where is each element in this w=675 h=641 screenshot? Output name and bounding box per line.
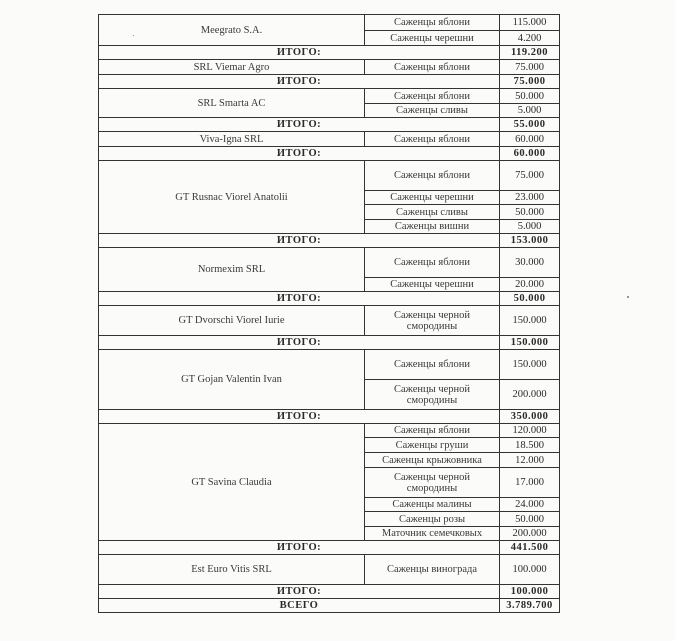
product-cell: Саженцы яблони: [365, 132, 500, 147]
subtotal-value: 60.000: [500, 147, 560, 161]
product-cell: Саженцы черной смородины: [365, 380, 500, 410]
subtotal-label: ИТОГО:: [99, 75, 500, 89]
grand-total-value: 3.789.700: [500, 599, 560, 613]
quantity-cell: 60.000: [500, 132, 560, 147]
subtotal-row: [99, 292, 560, 306]
subtotal-row: [99, 541, 560, 555]
quantity-cell: 50.000: [500, 89, 560, 104]
quantity-cell: 5.000: [500, 220, 560, 234]
subtotal-label: ИТОГО:: [99, 118, 500, 132]
product-cell: Саженцы черной смородины: [365, 468, 500, 498]
subtotal-label: ИТОГО:: [99, 46, 500, 60]
item-row: [99, 306, 560, 336]
subtotal-row: [99, 336, 560, 350]
product-cell: Саженцы крыжовника: [365, 453, 500, 468]
quantity-cell: 150.000: [500, 350, 560, 380]
scan-speck: [133, 35, 134, 36]
quantity-cell: 23.000: [500, 191, 560, 205]
product-cell: Саженцы яблони: [365, 248, 500, 278]
supplier-cell: Meegrato S.A.: [99, 15, 365, 46]
quantity-cell: 75.000: [500, 161, 560, 191]
supplier-cell: SRL Viemar Agro: [99, 60, 365, 75]
quantity-cell: 4.200: [500, 31, 560, 46]
item-row: [99, 132, 560, 147]
subtotal-row: [99, 46, 560, 60]
product-cell: Саженцы винограда: [365, 555, 500, 585]
subtotal-value: 350.000: [500, 410, 560, 424]
quantity-cell: 20.000: [500, 278, 560, 292]
subtotal-row: [99, 118, 560, 132]
quantity-cell: 100.000: [500, 555, 560, 585]
subtotal-label: ИТОГО:: [99, 410, 500, 424]
supplier-cell: GT Dvorschi Viorel Iurie: [99, 306, 365, 336]
subtotal-row: [99, 75, 560, 89]
item-row: [99, 15, 560, 31]
supplier-cell: SRL Smarta AC: [99, 89, 365, 118]
quantity-cell: 75.000: [500, 60, 560, 75]
supplier-cell: Est Euro Vitis SRL: [99, 555, 365, 585]
product-cell: Саженцы яблони: [365, 350, 500, 380]
product-cell: Саженцы яблони: [365, 424, 500, 438]
product-cell: Саженцы черешни: [365, 278, 500, 292]
subtotal-value: 75.000: [500, 75, 560, 89]
item-row: [99, 89, 560, 104]
subtotal-label: ИТОГО:: [99, 585, 500, 599]
product-cell: Маточник семечковых: [365, 527, 500, 541]
item-row: [99, 350, 560, 380]
item-row: [99, 424, 560, 438]
item-row: [99, 248, 560, 278]
subtotal-value: 441.500: [500, 541, 560, 555]
subtotal-row: [99, 410, 560, 424]
subtotal-value: 150.000: [500, 336, 560, 350]
product-cell: Саженцы черешни: [365, 31, 500, 46]
subtotal-label: ИТОГО:: [99, 541, 500, 555]
supply-table: [98, 14, 560, 613]
quantity-cell: 50.000: [500, 205, 560, 220]
supplier-cell: Normexim SRL: [99, 248, 365, 292]
item-row: [99, 161, 560, 191]
product-cell: Саженцы сливы: [365, 205, 500, 220]
quantity-cell: 200.000: [500, 527, 560, 541]
supplier-cell: GT Rusnac Viorel Anatolii: [99, 161, 365, 234]
product-cell: Саженцы яблони: [365, 60, 500, 75]
quantity-cell: 30.000: [500, 248, 560, 278]
grand-total-row: [99, 599, 560, 613]
product-cell: Саженцы сливы: [365, 104, 500, 118]
subtotal-row: [99, 147, 560, 161]
item-row: [99, 555, 560, 585]
quantity-cell: 24.000: [500, 498, 560, 512]
quantity-cell: 5.000: [500, 104, 560, 118]
quantity-cell: 18.500: [500, 438, 560, 453]
quantity-cell: 115.000: [500, 15, 560, 31]
subtotal-row: [99, 585, 560, 599]
supplier-cell: Viva-Igna SRL: [99, 132, 365, 147]
grand-total-label: ВСЕГО: [99, 599, 500, 613]
subtotal-label: ИТОГО:: [99, 147, 500, 161]
subtotal-value: 50.000: [500, 292, 560, 306]
supplier-cell: GT Savina Claudia: [99, 424, 365, 541]
product-cell: Саженцы яблони: [365, 161, 500, 191]
product-cell: Саженцы вишни: [365, 220, 500, 234]
subtotal-label: ИТОГО:: [99, 234, 500, 248]
scan-speck: [627, 296, 629, 298]
supplier-cell: GT Gojan Valentin Ivan: [99, 350, 365, 410]
quantity-cell: 17.000: [500, 468, 560, 498]
supply-table-body: [99, 15, 560, 613]
quantity-cell: 120.000: [500, 424, 560, 438]
subtotal-label: ИТОГО:: [99, 336, 500, 350]
quantity-cell: 12.000: [500, 453, 560, 468]
subtotal-value: 100.000: [500, 585, 560, 599]
subtotal-row: [99, 234, 560, 248]
product-cell: Саженцы черной смородины: [365, 306, 500, 336]
product-cell: Саженцы черешни: [365, 191, 500, 205]
product-cell: Саженцы яблони: [365, 15, 500, 31]
subtotal-value: 55.000: [500, 118, 560, 132]
subtotal-value: 119.200: [500, 46, 560, 60]
product-cell: Саженцы яблони: [365, 89, 500, 104]
subtotal-label: ИТОГО:: [99, 292, 500, 306]
product-cell: Саженцы малины: [365, 498, 500, 512]
quantity-cell: 50.000: [500, 512, 560, 527]
subtotal-value: 153.000: [500, 234, 560, 248]
item-row: [99, 60, 560, 75]
product-cell: Саженцы груши: [365, 438, 500, 453]
quantity-cell: 150.000: [500, 306, 560, 336]
quantity-cell: 200.000: [500, 380, 560, 410]
product-cell: Саженцы розы: [365, 512, 500, 527]
